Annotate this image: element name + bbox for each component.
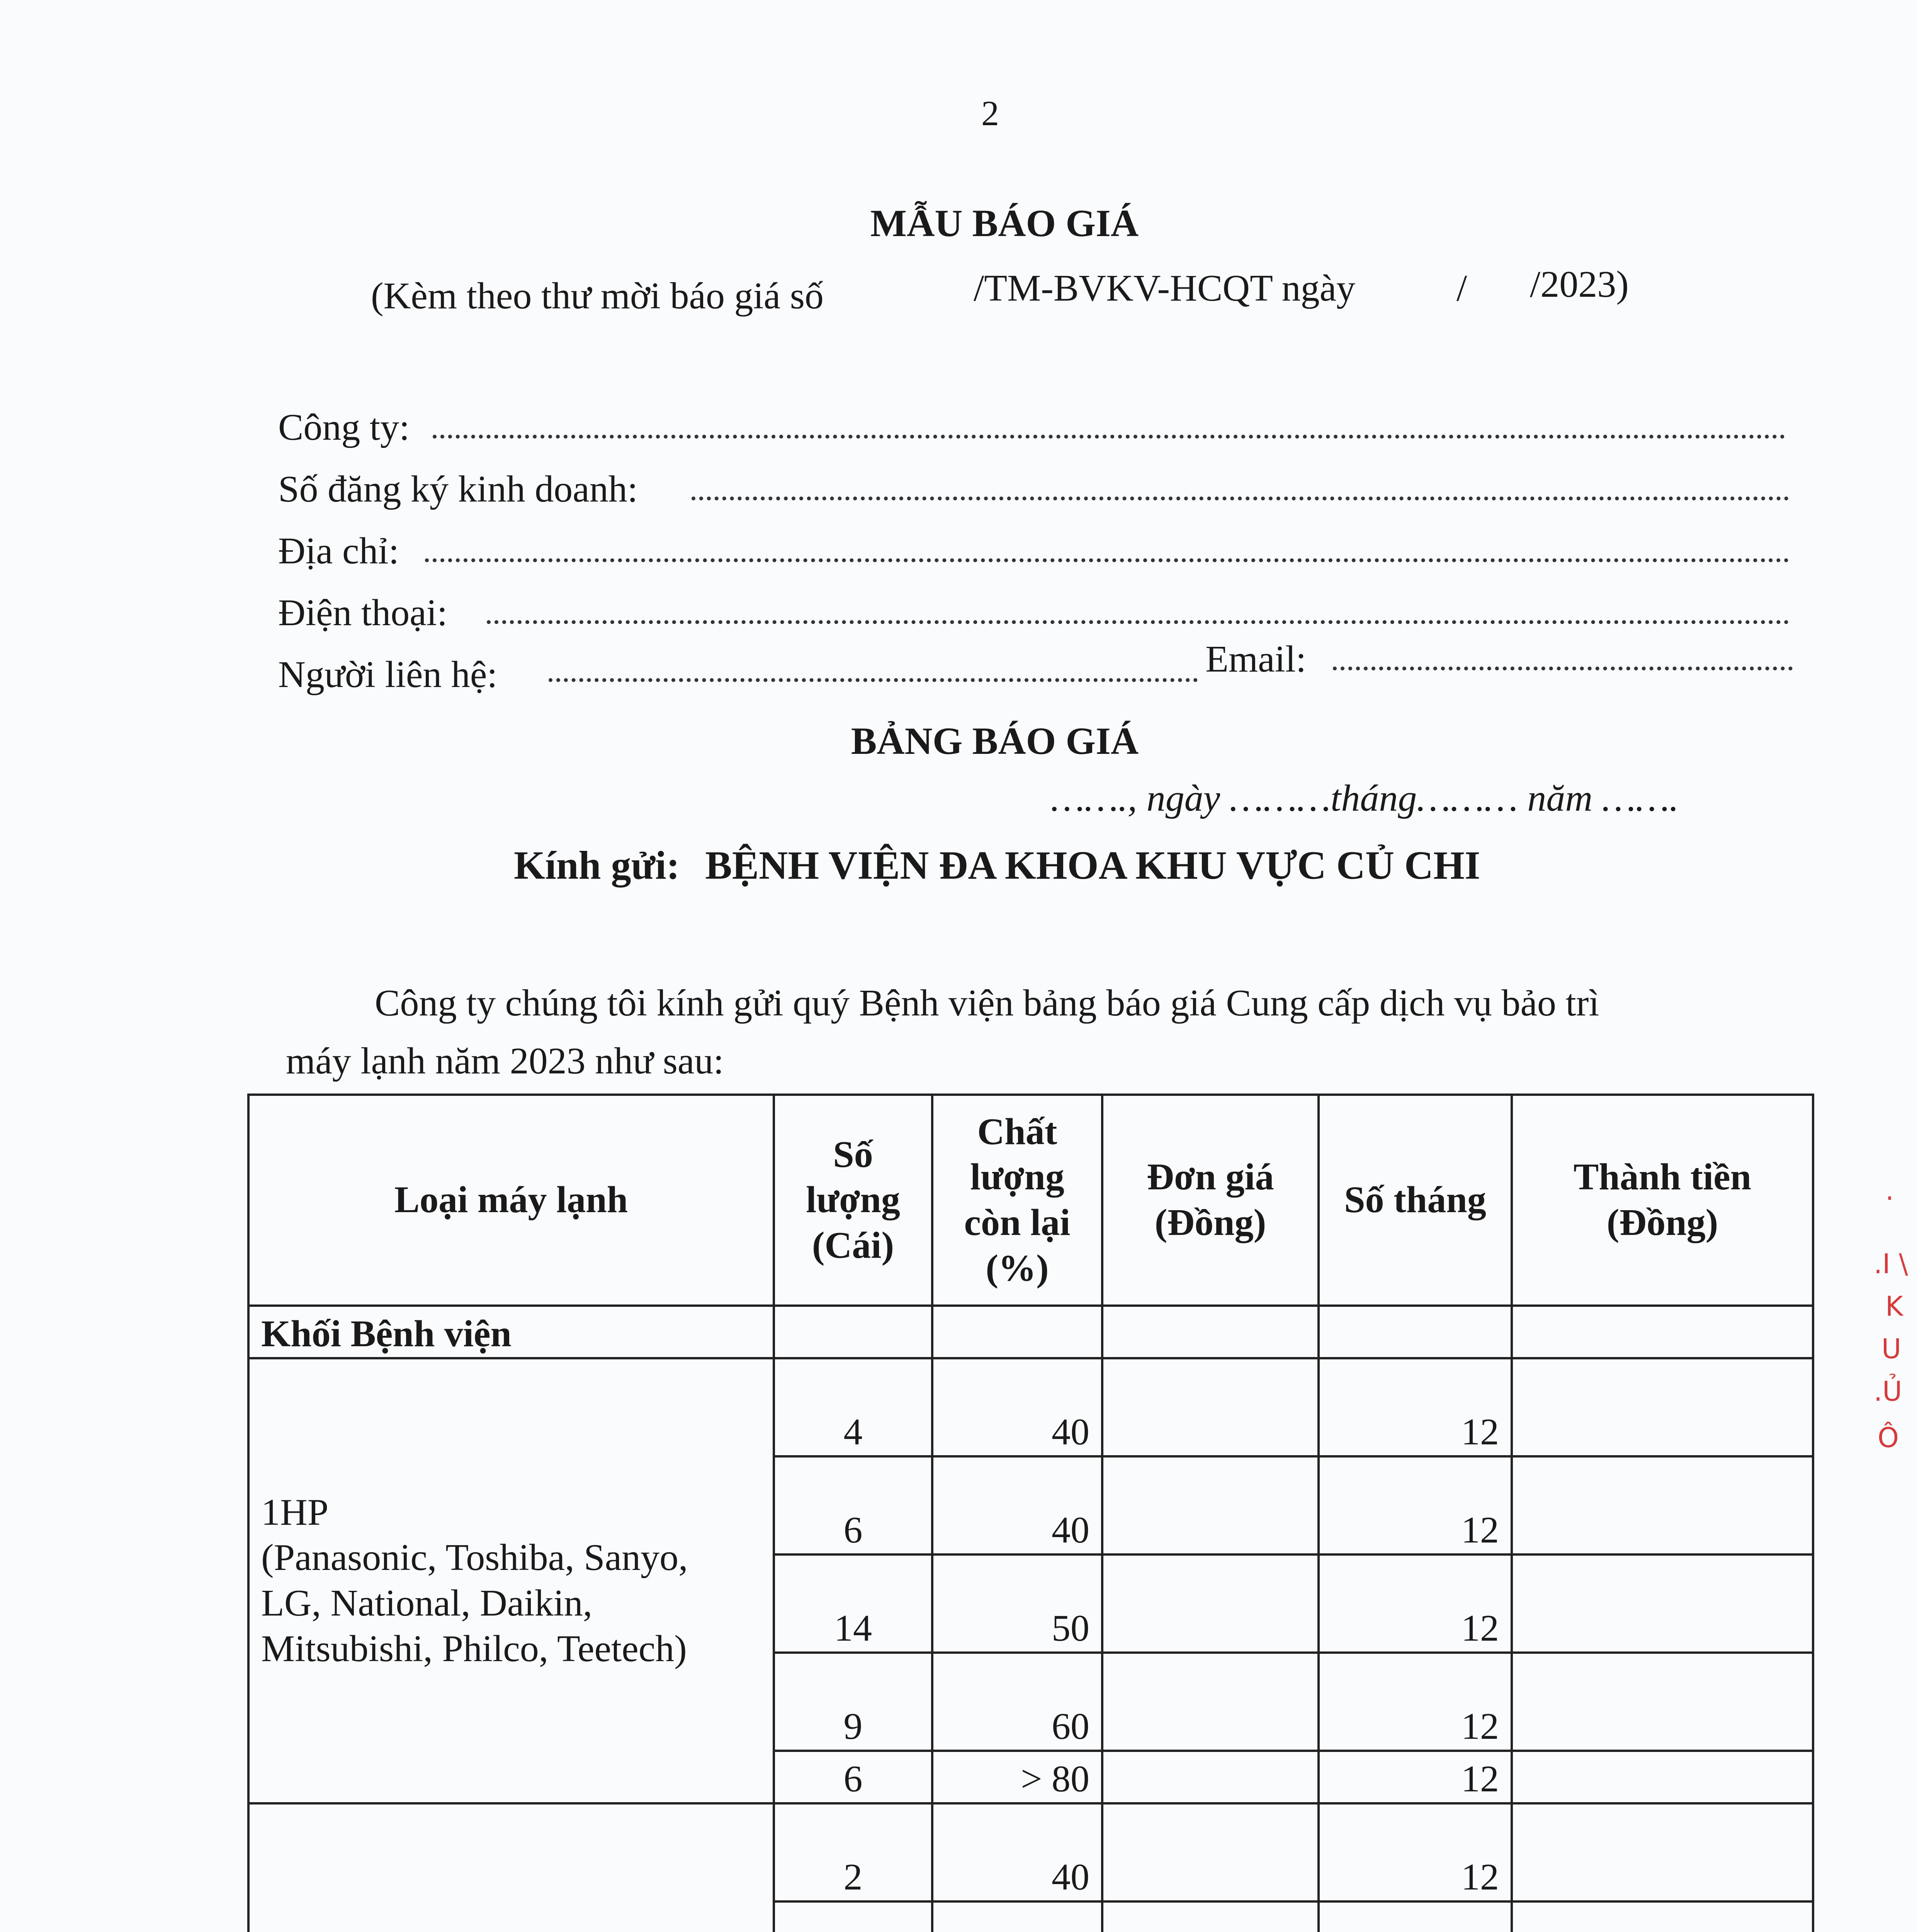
header-quality: Chất lượng còn lại (%) [932, 1095, 1102, 1306]
header-type: Loại máy lạnh [248, 1095, 774, 1306]
address-dotted-line [425, 558, 1789, 562]
stamp-fragment: U [1881, 1333, 1902, 1365]
phone-label: Điện thoại: [278, 592, 448, 634]
quote-table-title: BẢNG BÁO GIÁ [851, 719, 1139, 762]
company-dotted-line [433, 435, 1785, 439]
intro-line-2: máy lạnh năm 2023 như sau: [286, 1040, 724, 1082]
subtitle-year: /2023) [1530, 264, 1629, 305]
document-title: MẪU BÁO GIÁ [870, 202, 1139, 245]
section-row [248, 1306, 1813, 1358]
table-row: 9 60 12 [248, 1653, 1813, 1751]
stamp-fragment: .I \ [1874, 1248, 1908, 1280]
address-label: Địa chỉ: [278, 530, 399, 572]
table-row: 6 40 12 [248, 1456, 1813, 1554]
stamp-fragment: . [1885, 1175, 1894, 1206]
phone-dotted-line [487, 620, 1789, 624]
subtitle-ref: /TM-BVKV-HCQT ngày [974, 267, 1356, 309]
email-dotted-line [1333, 667, 1793, 670]
contact-label: Người liên hệ: [278, 654, 498, 696]
header-total: Thành tiền (Đồng) [1512, 1095, 1813, 1306]
group-1hp-label: 1HP (Panasonic, Toshiba, Sanyo, LG, National, Daikin, Mitsubishi, Philco, Teetech) [248, 1358, 774, 1803]
table-row: 6 > 80 12 [248, 1751, 1813, 1803]
table-row: 1HP (Panasonic, Toshiba, Sanyo, LG, National, Daikin, Mitsubishi, Philco, Teetech) 4 40 12 [248, 1358, 1813, 1456]
table-header-row [248, 1095, 1813, 1306]
header-months: Số tháng [1319, 1095, 1512, 1306]
subtitle-slash: / [1456, 267, 1467, 309]
group-1-5hp-label [248, 1803, 774, 1932]
header-qty: Số lượng (Cái) [774, 1095, 932, 1306]
contact-dotted-line [549, 678, 1198, 682]
quote-table [247, 1094, 1814, 1932]
addressee-label: Kính gửi: [514, 843, 680, 888]
subtitle-prefix: (Kèm theo thư mời báo giá số [371, 275, 824, 317]
stamp-fragment: Ô [1878, 1422, 1899, 1454]
addressee-name: BỆNH VIỆN ĐA KHOA KHU VỰC CỦ CHI [705, 843, 1480, 888]
table-row: 14 50 12 [248, 1554, 1813, 1653]
section-label: Khối Bệnh viện [248, 1306, 774, 1358]
email-label: Email: [1205, 638, 1307, 680]
date-line: ……., ngày ………tháng……… năm ……. [1051, 777, 1679, 819]
addressee [514, 842, 1480, 888]
subtitle [371, 264, 1684, 321]
business-reg-label: Số đăng ký kinh doanh: [278, 468, 638, 510]
stamp-fragment: .Ủ [1874, 1376, 1902, 1407]
company-label: Công ty: [278, 406, 410, 448]
table-row: 2 40 12 [248, 1803, 1813, 1901]
business-reg-dotted-line [692, 497, 1789, 500]
page-number: 2 [981, 94, 999, 133]
stamp-fragment: K [1885, 1291, 1903, 1322]
header-price: Đơn giá (Đồng) [1102, 1095, 1319, 1306]
intro-line-1: Công ty chúng tôi kính gửi quý Bệnh viện bảng báo giá Cung cấp dịch vụ bảo trì [375, 982, 1599, 1024]
